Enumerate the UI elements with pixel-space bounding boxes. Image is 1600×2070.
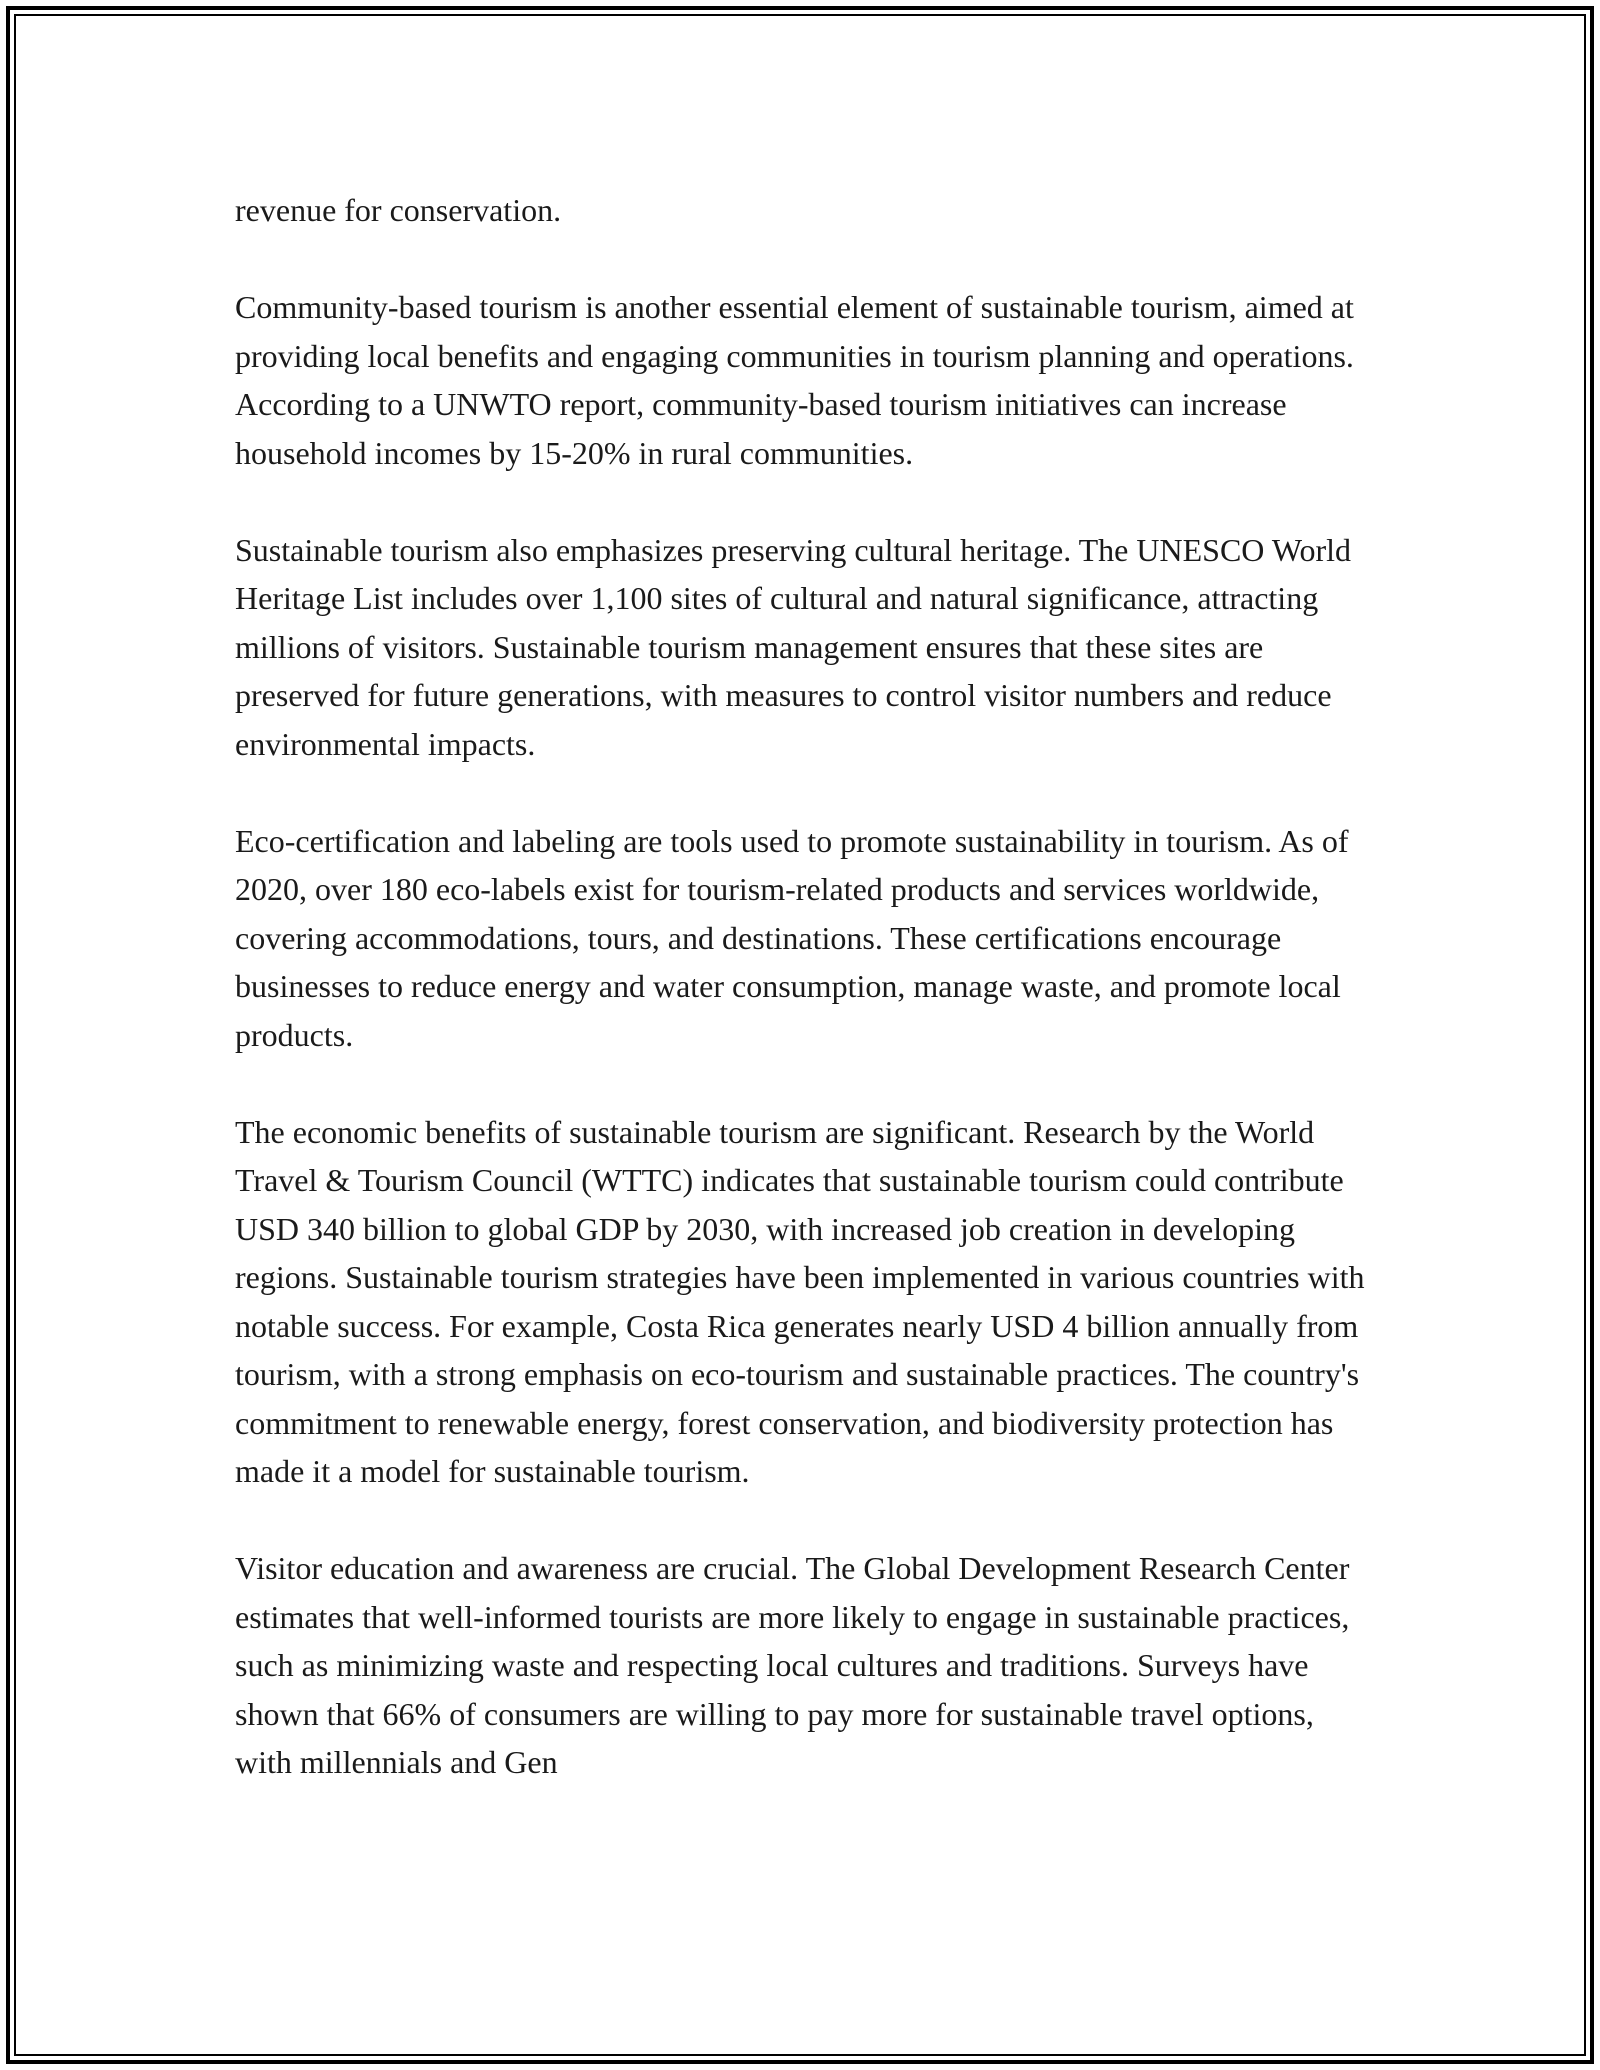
document-body [235, 186, 1375, 1787]
paragraph-visitor-education: Visitor education and awareness are crucial. The Global Development Research Center estimates that well-informed tourists are more likely to engage in sustainable practices, such as minimizing waste and respecting local cultures and traditions. Surveys have shown that 66% of consumers are willing to pay more for sustainable travel options, with millennials and Gen [235, 1550, 1350, 1780]
paragraph-community-based-tourism: Community-based tourism is another essential element of sustainable tourism, aimed at providing local benefits and engaging communities in tourism planning and operations. According to a UNWTO report, community-based tourism initiatives can increase household incomes by 15-20% in rural communities. [235, 289, 1354, 471]
paragraph-economic-benefits: The economic benefits of sustainable tourism are significant. Research by the World Travel & Tourism Council (WTTC) indicates that sustainable tourism could contribute USD 340 billion to global GDP by 2030, with increased job creation in developing regions. Sustainable tourism strategies have been implemented in various countries with notable success. For example, Costa Rica generates nearly USD 4 billion annually from tourism, with a strong emphasis on eco-tourism and sustainable practices. The country's commitment to renewable energy, forest conservation, and biodiversity protection has made it a model for sustainable tourism. [235, 1113, 1365, 1489]
paragraph-eco-certification: Eco-certification and labeling are tools used to promote sustainability in tourism. As of 2020, over 180 eco-labels exist for tourism-related products and services worldwide, covering accommodations, tours, and destinations. These certifications encourage businesses to reduce energy and water consumption, manage waste, and promote local products. [235, 822, 1349, 1053]
paragraph-cultural-heritage: Sustainable tourism also emphasizes preserving cultural heritage. The UNESCO World Heritage List includes over 1,100 sites of cultural and natural significance, attracting millions of visitors. Sustainable tourism management ensures that these sites are preserved for future generations, with measures to control visitor numbers and reduce environmental impacts. [235, 531, 1351, 762]
paragraph-continuation: revenue for conservation. [235, 192, 562, 228]
